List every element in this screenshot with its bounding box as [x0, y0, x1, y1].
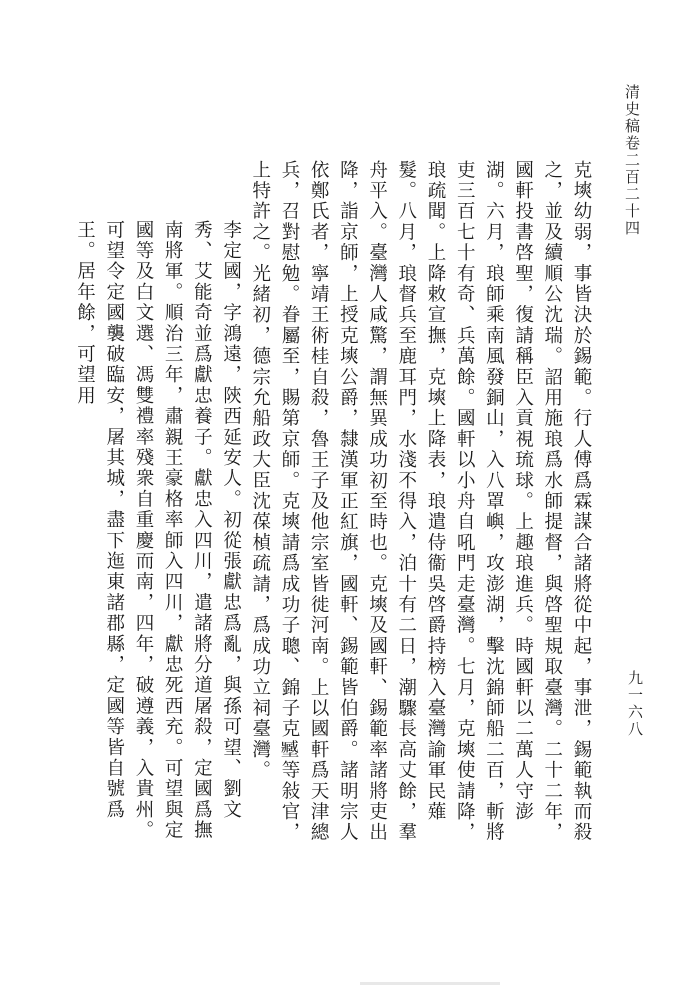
body-text: [74, 160, 596, 860]
paragraph-zheng-keshuang: 克塽幼弱，事皆決於錫範。行人傅爲霖謀合諸將從中起，事泄，錫範執而殺之，並及續順公沈瑞。詔用施琅爲水師提督，與啓聖規取臺灣。二十二年，國軒投書啓聖，復請稱臣入貢視琉球。上趣琅進兵。時國軒以二萬人守澎湖。六月，琅師乘南風發銅山，入八罩嶼，攻澎湖，擊沈錦師船二百，斬將吏三百七十有奇、兵萬餘。國軒以小舟自吼門走臺灣。七月，克塽使請降，琅疏聞。上降敕宣撫，克塽上降表，琅遣侍衞吳啓爵持榜入臺灣諭軍民薙髮。八月，琅督兵至鹿耳門，水淺不得入，泊十有二日，潮驟長高丈餘，羣舟平入。臺灣人咸驚，謂無異成功初至時也。克塽及國軒、錫範率諸將吏出降，詣京師，上授克塽公爵，隸漢軍正紅旗，國軒、錫範皆伯爵。諸明宗人依鄭氏者，寧靖王術桂自殺，魯王子及他宗室皆徙河南。上以國軒爲天津總兵，召對慰勉。眷屬至，賜第京師。克塽請爲成功子聰、錦子克𡒉等敍官，上特許之。光緒初，德宗允船政大臣沈葆楨疏請，爲成功立祠臺灣。: [249, 160, 592, 844]
running-head: 清史稿卷二百二十四: [623, 84, 641, 237]
page-number: 九一六八: [626, 670, 644, 738]
scan-smudge: [360, 982, 500, 985]
paragraph-li-dingguo: 李定國，字鴻遠，陝西延安人。初從張獻忠爲亂，與孫可望、劉文秀、艾能奇並爲獻忠養子。獻忠入四川，遣諸將分道屠殺，定國爲撫南將軍。順治三年，肅親王豪格率師入四川，獻忠死西充。可望與定國等及白文選、馮雙禮率殘衆自重慶而南，四年，破遵義，入貴州。可望令定國襲破臨安，屠其城，盡下迤東諸郡縣，定國等皆自號爲王。居年餘，可望用: [74, 220, 242, 841]
